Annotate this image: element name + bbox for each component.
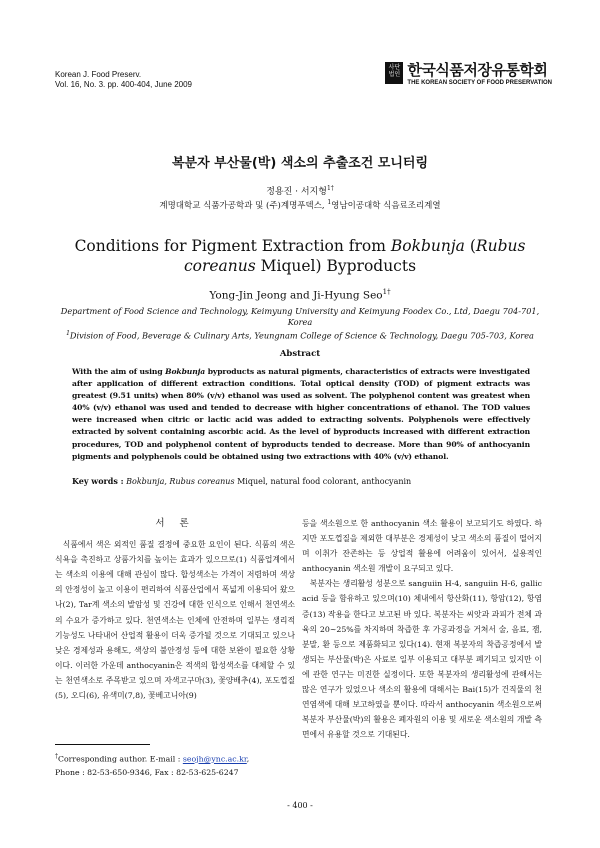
keywords: Key words : Bokbunja, Rubus coreanus Miquel, natural food colorant, anthocyanin <box>72 476 412 486</box>
society-logo <box>385 62 552 87</box>
journal-name: Korean J. Food Preserv. <box>55 70 142 79</box>
logo-mark: 사단 법인 <box>385 62 403 84</box>
email-link[interactable]: seojh@ync.ac.kr <box>182 754 247 764</box>
footnote-divider <box>55 744 150 745</box>
english-affiliation: Department of Food Science and Technology, Keimyung University and Keimyung Foodex Co., Ltd, Daegu 704-701, Korea $^1$Division of Food, Beverage & Culinary Arts, Yeungnam College of Science & Technology, Daegu 705-703, Korea <box>60 306 540 341</box>
left-column <box>55 516 295 703</box>
english-authors: Yong-Jin Jeong and Ji-Hyung Seo$^{1\dagger}$ <box>209 288 391 302</box>
right-column <box>302 516 542 742</box>
journal-volume: Vol. 16, No. 3. pp. 400-404, June 2009 <box>55 80 192 89</box>
korean-affiliation: 계명대학교 식품가공학과 및 (주)계명푸덱스, $^1$영남이공대학 식음료조리계열 <box>159 199 441 211</box>
intro-paragraph-1: 식품에서 색은 외적인 품질 결정에 중요한 요인이 된다. 식품의 색은 식욕을 촉진하고 상품가치를 높이는 효과가 있으므로(1) 식품업계에서는 색소의 이용에 대해 관심이 많다. 합성색소는 가격이 저렴하며 색상의 안정성이 높고 이용이 편리하여 식품산업에서 폭넓게 이용되어 왔으나(2), Tar계 색소의 발암성 및 건강에 대한 인식으로 인해서 천연색소의 수요가 증가하고 있다. 천연색소는 인체에 안전하며 일부는 생리적 기능성도 나타내어 산업적 활용이 더욱 증가될 것으로 기대되고 있으나 낮은 경제성과 용해도, 색상의 불안정성 등에 대한 보완이 필요한 상황이다. 이러한 가운데 anthocyanin은 적색의 합성색소를 대체할 수 있는 천연색소로 주목받고 있으며 자색고구마(3), 꽃양배추(4), 포도껍질(5), 오디(6), 유색미(7,8), 꽃베고니아(9) <box>55 540 295 701</box>
abstract-body: With the aim of using Bokbunja byproducts as natural pigments, characteristics of extracts were investigated after application of different extraction conditions. Total optical density (TOD) of pigment extracts was greatest (9.51 units) when 80% (v/v) ethanol was used as solvent. The polyphenol content was greatest when 40% (v/v) ethanol was used and tended to decrease with higher concentrations of ethanol. The TOD values were increased when citric or lactic acid was added to extracting solvents. Polyphenols were effectively extracted by solvent containing ascorbic acid. As the level of byproducts increased with different extraction procedures, TOD and polyphenol content of byproducts tended to decrease. More than 90% of anthocyanin pigments and polyphenols could be obtained using two extractions with 40% (v/v) ethanol. <box>72 367 530 461</box>
corresponding-footnote: †Corresponding author. E-mail : seojh@ync.ac.kr, Phone : 82-53-650-9346, Fax : 82-53-625-6247 <box>55 753 250 777</box>
page-number: - 400 - <box>287 801 313 810</box>
section-heading-introduction: 서 론 <box>155 518 195 529</box>
logo-english-name: THE KOREAN SOCIETY OF FOOD PRESERVATION <box>407 80 552 86</box>
english-title: Conditions for Pigment Extraction from Bokbunja (Rubus coreanus Miquel) Byproducts <box>74 237 526 275</box>
journal-citation <box>55 70 192 90</box>
korean-authors: 정용진 · 서지형$^{1\dagger}$ <box>266 185 334 197</box>
korean-title: 복분자 부산물(박) 색소의 추출조건 모니터링 <box>171 156 429 171</box>
intro-paragraph-2: 복분자는 생리활성 성분으로 sanguiin H-4, sanguiin H-6, gallic acid 등을 함유하고 있으며(10) 체내에서 항산화(11), 항암(12), 항염증(13) 작용을 한다고 보고된 바 있다. 복분자는 씨앗과 과피가 전체 과육의 20~25%를 차지하며 착즙한 후 가공과정을 거쳐서 술, 음료, 잼, 분말, 환 등으로 제품화되고 있다(14). 현재 복분자의 착즙공정에서 발생되는 부산물(박)은 사료로 일부 이용되고 대부분 폐기되고 있지만 이에 관한 연구는 미진한 실정이다. 또한 복분자의 생리활성에 관해서는 많은 연구가 있었으나 색소의 활용에 대해서는 Bai(15)가 건직물의 천연염색에 대해 보고하였을 뿐이다. 따라서 anthocyanin 색소원으로써 복분자 부산물(박)의 활용은 폐자원의 이용 및 새로운 색소원의 개발 측면에서 유용할 것으로 기대된다. <box>302 579 542 740</box>
intro-paragraph-1-cont: 등을 색소원으로 한 anthocyanin 색소 활용이 보고되기도 하였다. 하지만 포도껍질을 제외한 대부분은 경제성이 낮고 색소의 품질이 떨어지며 이취가 잔존하는 등 상업적 활용에 어려움이 있어서, 실용적인 anthocyanin 색소원 개발이 요구되고 있다. <box>302 519 542 574</box>
abstract-heading: Abstract <box>279 349 321 359</box>
logo-korean-name: 한국식품저장유통학회 <box>407 61 548 79</box>
